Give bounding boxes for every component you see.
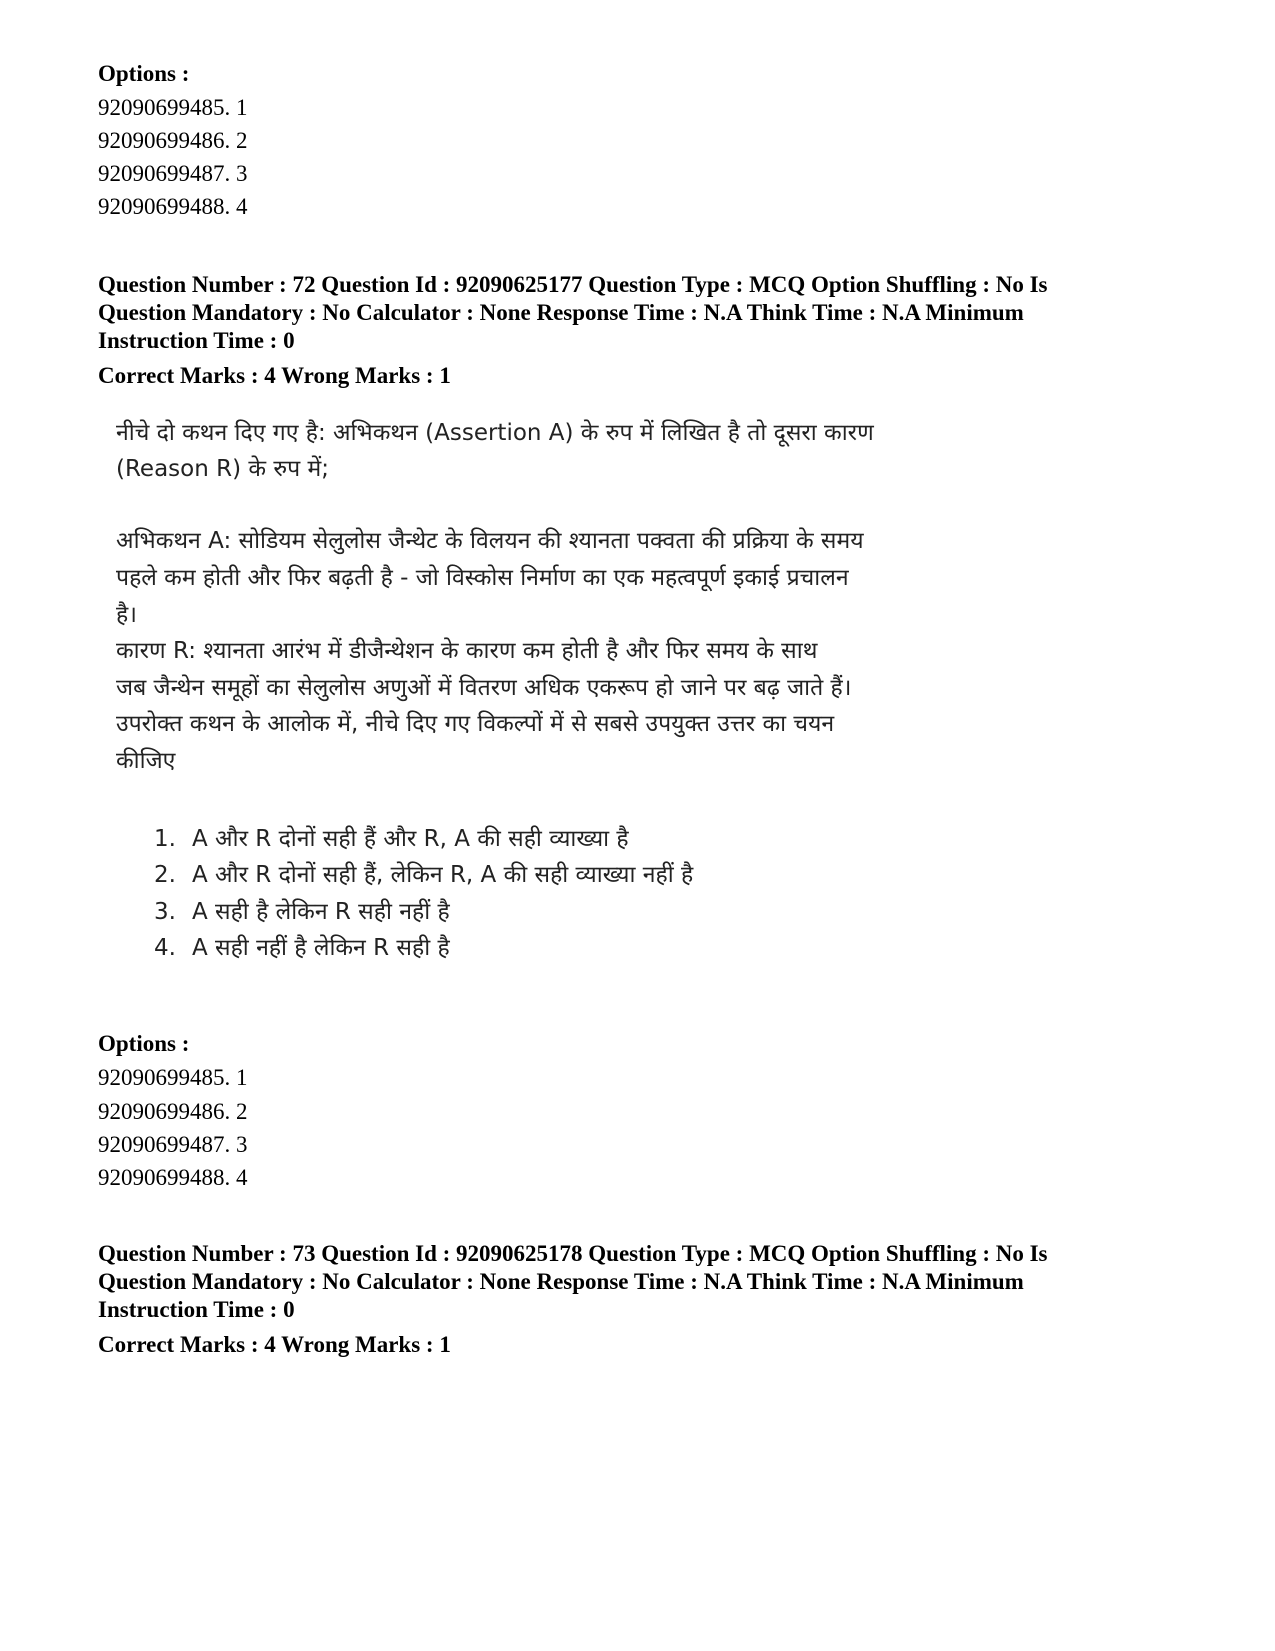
answer-choice-text: A और R दोनों सही हैं, लेकिन R, A की सही व्याख्या नहीं है xyxy=(192,862,694,888)
question-text-line: अभिकथन A: सोडियम सेलुलोस जैन्थेट के विलयन की श्यानता पक्वता की प्रक्रिया के समय xyxy=(116,528,864,554)
question-text-line: है। xyxy=(116,602,137,628)
option-item: 92090699485. 1 xyxy=(98,1065,248,1090)
question-text-line: उपरोक्त कथन के आलोक में, नीचे दिए गए विकल्पों में से सबसे उपयुक्त उत्तर का चयन xyxy=(116,711,835,737)
question-text-line: कीजिए xyxy=(116,748,176,774)
question-meta xyxy=(98,1240,1208,1324)
question-body-image xyxy=(98,418,978,1008)
option-item: 92090699485. 1 xyxy=(98,95,248,120)
answer-choice-text: A और R दोनों सही हैं और R, A की सही व्याख्या है xyxy=(192,826,629,852)
question-text-line: नीचे दो कथन दिए गए है: अभिकथन (Assertion A) के रुप में लिखित है तो दूसरा कारण xyxy=(116,420,874,446)
option-item: 92090699486. 2 xyxy=(98,1099,248,1124)
question-marks: Correct Marks : 4 Wrong Marks : 1 xyxy=(98,363,451,388)
answer-choice-text: A सही नहीं है लेकिन R सही है xyxy=(192,935,450,961)
question-meta-line: Question Mandatory : No Calculator : None Response Time : N.A Think Time : N.A Minimum xyxy=(98,300,1024,325)
question-marks: Correct Marks : 4 Wrong Marks : 1 xyxy=(98,1332,451,1357)
question-meta xyxy=(98,271,1208,355)
question-meta-line: Instruction Time : 0 xyxy=(98,1297,295,1322)
question-text-line: (Reason R) के रुप में; xyxy=(116,456,329,482)
option-item: 92090699486. 2 xyxy=(98,128,248,153)
question-meta-line: Question Number : 73 Question Id : 92090625178 Question Type : MCQ Option Shuffling : No Is xyxy=(98,1241,1048,1266)
option-item: 92090699487. 3 xyxy=(98,1132,248,1157)
option-item: 92090699487. 3 xyxy=(98,161,248,186)
answer-choice xyxy=(154,897,450,927)
option-item: 92090699488. 4 xyxy=(98,1165,248,1190)
question-meta-line: Instruction Time : 0 xyxy=(98,328,295,353)
options-heading: Options : xyxy=(98,1031,190,1056)
answer-choice xyxy=(154,933,450,963)
answer-choice xyxy=(154,824,629,854)
question-meta-line: Question Mandatory : No Calculator : None Response Time : N.A Think Time : N.A Minimum xyxy=(98,1269,1024,1294)
answer-choice-text: A सही है लेकिन R सही नहीं है xyxy=(192,899,450,925)
question-text-line: पहले कम होती और फिर बढ़ती है - जो विस्कोस निर्माण का एक महत्वपूर्ण इकाई प्रचालन xyxy=(116,565,849,591)
question-text-line: कारण R: श्यानता आरंभ में डीजैन्थेशन के कारण कम होती है और फिर समय के साथ xyxy=(116,638,818,664)
question-meta-line: Question Number : 72 Question Id : 92090625177 Question Type : MCQ Option Shuffling : No Is xyxy=(98,272,1048,297)
question-text-line: जब जैन्थेन समूहों का सेलुलोस अणुओं में वितरण अधिक एकरूप हो जाने पर बढ़ जाते हैं। xyxy=(116,675,852,701)
answer-choice-number: 3. xyxy=(154,899,176,925)
answer-choice xyxy=(154,860,693,890)
answer-choice-number: 1. xyxy=(154,826,176,852)
answer-choice-number: 2. xyxy=(154,862,176,888)
answer-choice-number: 4. xyxy=(154,935,176,961)
options-heading: Options : xyxy=(98,61,190,86)
option-item: 92090699488. 4 xyxy=(98,194,248,219)
